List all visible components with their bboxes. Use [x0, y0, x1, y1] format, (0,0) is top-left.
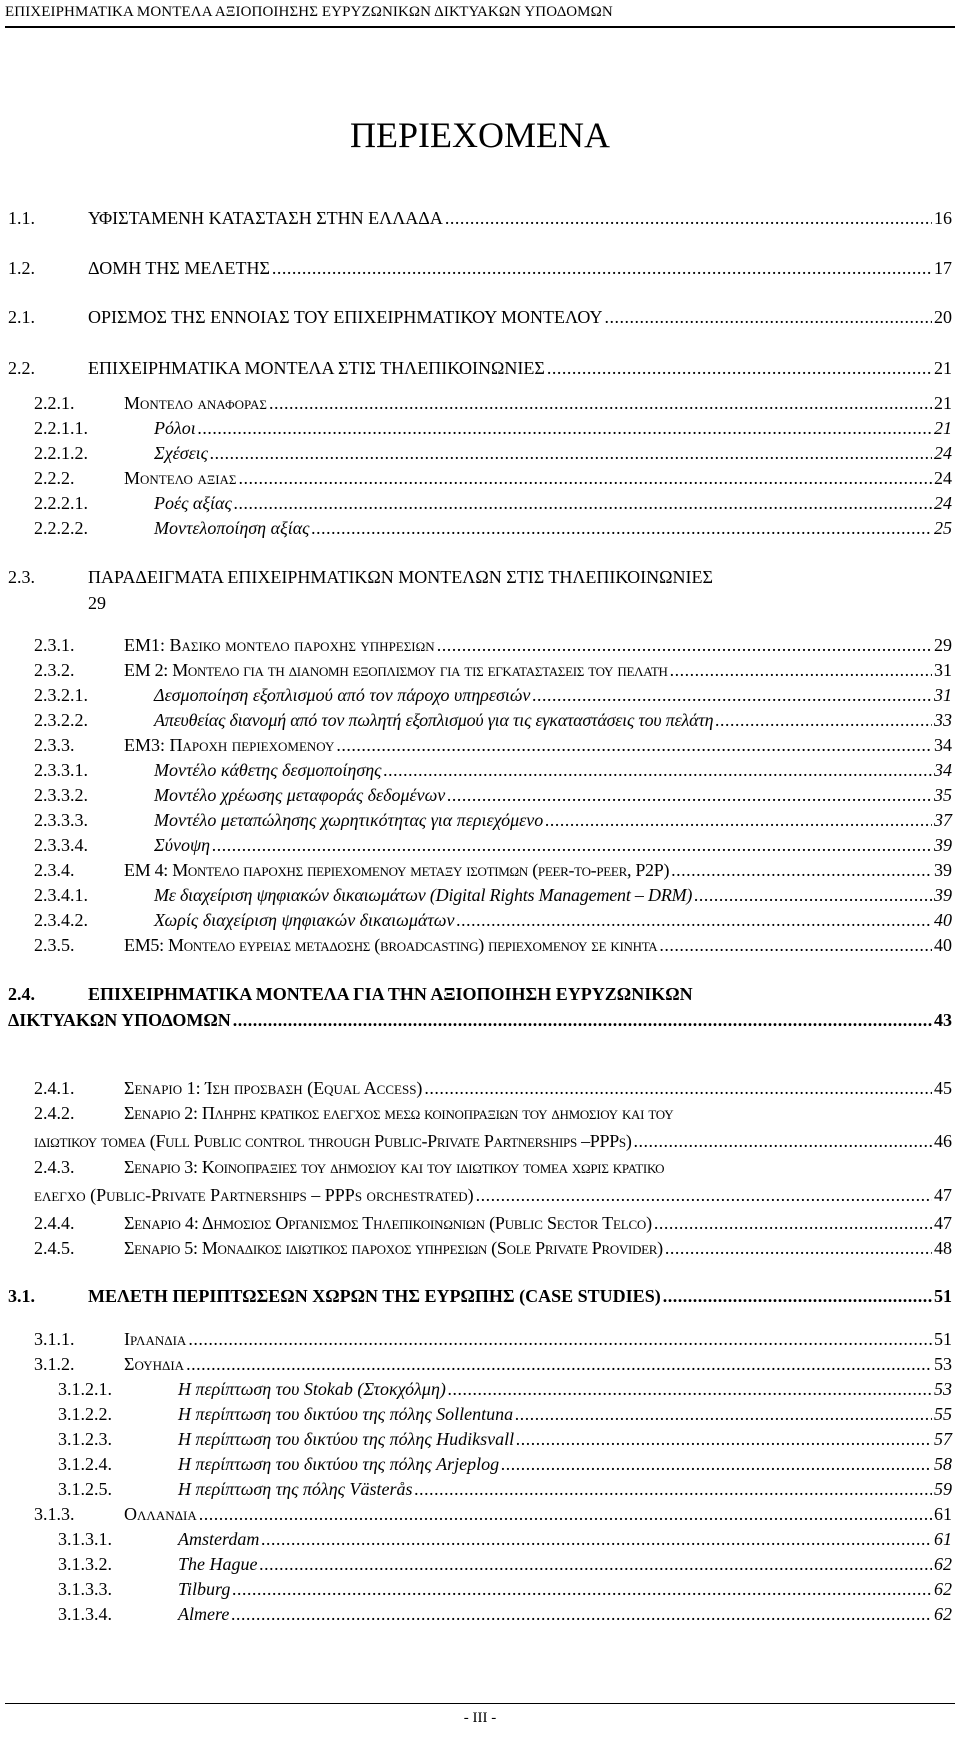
toc-entry[interactable]	[58, 1553, 952, 1575]
toc-entry[interactable]	[8, 357, 952, 379]
toc-page: 61	[934, 1529, 952, 1549]
toc-title: Μοντελοποίηση αξίας	[154, 518, 310, 538]
toc-number: 2.3.3.	[34, 735, 75, 755]
toc-entry[interactable]	[34, 709, 952, 731]
toc-title: Η περίπτωση του δικτύου της πόλης Hudiksvall	[178, 1429, 515, 1449]
dot-leader	[715, 709, 932, 731]
toc-number: 2.3.5.	[34, 935, 75, 955]
toc-entry[interactable]	[34, 442, 952, 464]
toc-title: Σεναριο 5: Μοναδικος ιδιωτικος παροχος υπηρεσιων (Sole Private Provider)	[124, 1238, 663, 1258]
toc-page: 53	[934, 1379, 952, 1399]
toc-page: 55	[934, 1404, 952, 1424]
toc-title: Amsterdam	[178, 1529, 260, 1549]
toc-entry[interactable]	[34, 759, 952, 781]
toc-title: Η περίπτωση του δικτύου της πόλης Sollentuna	[178, 1404, 514, 1424]
toc-number: 2.3.3.4.	[34, 835, 88, 855]
dot-leader	[671, 859, 932, 881]
toc-page: 53	[934, 1354, 952, 1374]
toc-number: 2.3.1.	[34, 635, 75, 655]
toc-title: Μοντέλο κάθετης δεσμοποίησης	[154, 760, 382, 780]
dot-leader	[547, 357, 932, 379]
toc-title: Σουηδια	[124, 1354, 185, 1374]
toc-title: ιδιωτικου τομεα (Full Public control through Public-Private Partnerships –PPPs)	[34, 1131, 632, 1151]
toc-entry[interactable]	[34, 517, 952, 539]
toc-entry[interactable]	[34, 417, 952, 439]
toc-page: 46	[934, 1131, 952, 1151]
toc-entry[interactable]	[8, 566, 952, 614]
toc-entry[interactable]	[8, 1285, 952, 1307]
toc-number: 3.1.2.3.	[58, 1429, 112, 1449]
dot-leader	[336, 734, 932, 756]
dot-leader	[654, 1212, 932, 1234]
dot-leader	[694, 884, 932, 906]
toc-title: Μοντέλο χρέωσης μεταφοράς δεδομένων	[154, 785, 446, 805]
dot-leader	[233, 1009, 932, 1031]
dot-leader	[424, 1077, 932, 1099]
toc-entry[interactable]	[34, 659, 952, 681]
toc-number: 2.3.	[8, 567, 35, 587]
toc-number: 2.2.1.1.	[34, 418, 88, 438]
toc-entry[interactable]	[34, 934, 952, 956]
toc-title: Ολλανδια	[124, 1504, 197, 1524]
footer-rule	[5, 1703, 955, 1704]
toc-number: 2.4.	[8, 984, 35, 1004]
toc-title: Ιρλανδια	[124, 1329, 187, 1349]
toc-page: 21	[934, 418, 952, 438]
toc-title: Ρόλοι	[154, 418, 196, 438]
toc-title: ΕΠΙΧΕΙΡΗΜΑΤΙΚΑ ΜΟΝΤΕΛΑ ΣΤΙΣ ΤΗΛΕΠΙΚΟΙΝΩΝΙΕΣ	[88, 358, 545, 378]
dot-leader	[269, 392, 932, 414]
toc-page: 31	[934, 660, 952, 680]
toc-title: ΕΜ 2: Μοντελο για τη διανομη εξοπλισμου για τις εγκαταστασεις του πελατη	[124, 660, 668, 680]
toc-entry[interactable]	[34, 859, 952, 881]
toc-number: 2.4.3.	[34, 1157, 75, 1177]
toc-number: 3.1.3.	[34, 1504, 75, 1524]
dot-leader	[260, 1553, 933, 1575]
toc-number: 2.2.2.2.	[34, 518, 88, 538]
dot-leader	[532, 684, 932, 706]
toc-number: 2.2.	[8, 358, 35, 378]
toc-title: ΜΕΛΕΤΗ ΠΕΡΙΠΤΩΣΕΩΝ ΧΩΡΩΝ ΤΗΣ ΕΥΡΩΠΗΣ (CASE STUDIES)	[88, 1286, 661, 1306]
toc-title: Σχέσεις	[154, 443, 208, 463]
toc-title: Δεσμοποίηση εξοπλισμού από τον πάροχο υπηρεσιών	[154, 685, 531, 705]
toc-title: Η περίπτωση του Stokab (Στοκχόλμη)	[178, 1379, 446, 1399]
toc-number: 2.3.3.3.	[34, 810, 88, 830]
toc-title: ΕΜ 4: Μοντελο παροχης περιεχομενου μεταξυ ισοτιμων (peer-to-peer, P2P)	[124, 860, 670, 880]
toc-page: 40	[934, 910, 952, 930]
toc-entry[interactable]	[34, 467, 952, 489]
toc-page: 59	[934, 1479, 952, 1499]
dot-leader	[199, 1503, 932, 1525]
toc-entry[interactable]	[34, 492, 952, 514]
toc-page: 16	[934, 208, 952, 228]
toc-number: 3.1.1.	[34, 1329, 75, 1349]
dot-leader	[516, 1428, 932, 1450]
toc-entry[interactable]	[58, 1428, 952, 1450]
dot-leader	[604, 306, 932, 328]
toc-number: 2.2.1.2.	[34, 443, 88, 463]
toc-page: 24	[934, 468, 952, 488]
dot-leader	[634, 1130, 932, 1152]
toc-number: 2.2.1.	[34, 393, 75, 413]
toc-entry[interactable]	[34, 1156, 952, 1206]
toc-page: 34	[934, 760, 952, 780]
toc-entry[interactable]	[8, 257, 952, 279]
toc-title: Απευθείας διανομή από τον πωλητή εξοπλισμού για τις εγκαταστάσεις του πελάτη	[154, 710, 714, 730]
toc-entry[interactable]	[58, 1378, 952, 1400]
dot-leader	[238, 467, 932, 489]
toc-entry[interactable]	[8, 983, 952, 1031]
toc-page: 47	[934, 1185, 952, 1205]
toc-title: Η περίπτωση της πόλης Västerås	[178, 1479, 413, 1499]
toc-title: Σεναριο 1: Ίση προσβαση (Equal Access)	[124, 1078, 423, 1098]
toc-page: 62	[934, 1604, 952, 1624]
dot-leader	[186, 1353, 932, 1375]
toc-number: 2.3.4.1.	[34, 885, 88, 905]
toc-entry[interactable]	[34, 1212, 952, 1234]
toc-number: 3.1.3.4.	[58, 1604, 112, 1624]
toc-number: 2.4.2.	[34, 1103, 75, 1123]
toc-page: 21	[934, 393, 952, 413]
dot-leader	[311, 517, 932, 539]
toc-number: 2.3.2.	[34, 660, 75, 680]
toc-title: Σεναριο 2: Πληρης κρατικος ελεγχος μεσω κοινοπραξιων του δημοσιου και του	[124, 1103, 674, 1123]
toc-number: 2.3.2.1.	[34, 685, 88, 705]
toc-page: 48	[934, 1238, 952, 1258]
toc-number: 3.1.3.1.	[58, 1529, 112, 1549]
toc-page: 62	[934, 1554, 952, 1574]
toc-page: 29	[934, 635, 952, 655]
toc-page: 51	[934, 1329, 952, 1349]
dot-leader	[437, 634, 932, 656]
toc-number: 2.3.2.2.	[34, 710, 88, 730]
toc-number: 2.1.	[8, 307, 35, 327]
toc-page: 39	[934, 885, 952, 905]
toc-title: Σεναριο 4: Δημοσιος Οργανισμος Τηλεπικοινωνιων (Public Sector Telco)	[124, 1213, 652, 1233]
toc-page: 35	[934, 785, 952, 805]
toc-title: Tilburg	[178, 1579, 231, 1599]
toc-title: ΕΜ3: Παροχη περιεχομενου	[124, 735, 335, 755]
toc-title: ΕΜ1: Βασικο μοντελο παροχης υπηρεσιων	[124, 635, 435, 655]
toc-title: ΕΠΙΧΕΙΡΗΜΑΤΙΚΑ ΜΟΝΤΕΛΑ ΓΙΑ ΤΗΝ ΑΞΙΟΠΟΙΗΣΗ ΕΥΡΥΖΩΝΙΚΩΝ	[88, 984, 693, 1004]
toc-page: 33	[934, 710, 952, 730]
toc-entry[interactable]	[34, 1353, 952, 1375]
toc-page: 39	[934, 835, 952, 855]
toc-entry[interactable]	[34, 909, 952, 931]
toc-page: 57	[934, 1429, 952, 1449]
toc-number: 3.1.2.	[34, 1354, 75, 1374]
toc-entry[interactable]	[34, 1328, 952, 1350]
toc-entry[interactable]	[34, 734, 952, 756]
dot-leader	[234, 492, 932, 514]
toc-number: 3.1.2.4.	[58, 1454, 112, 1474]
dot-leader	[665, 1237, 932, 1259]
toc-entry[interactable]	[34, 1503, 952, 1525]
toc-title: Σύνοψη	[154, 835, 211, 855]
toc-page: 24	[934, 443, 952, 463]
toc-entry[interactable]	[58, 1528, 952, 1550]
dot-leader	[232, 1578, 932, 1600]
page-title: ΠΕΡΙΕΧΟΜΕΝΑ	[350, 115, 610, 156]
dot-leader	[414, 1478, 932, 1500]
toc-page: 45	[934, 1078, 952, 1098]
toc-title: ΔΙΚΤΥΑΚΩΝ ΥΠΟΔΟΜΩΝ	[8, 1010, 231, 1030]
dot-leader	[445, 207, 932, 229]
toc-number: 1.1.	[8, 208, 35, 228]
toc-entry[interactable]	[58, 1403, 952, 1425]
toc-page: 17	[934, 258, 952, 278]
toc-number: 3.1.	[8, 1286, 35, 1306]
dot-leader	[448, 1378, 932, 1400]
toc-number: 3.1.3.2.	[58, 1554, 112, 1574]
toc-entry[interactable]	[58, 1453, 952, 1475]
toc-page: 21	[934, 358, 952, 378]
toc-page: 25	[934, 518, 952, 538]
toc-entry[interactable]	[34, 684, 952, 706]
toc-entry[interactable]	[34, 784, 952, 806]
toc-page: 61	[934, 1504, 952, 1524]
toc-page: 43	[934, 1010, 952, 1030]
toc-number: 2.4.1.	[34, 1078, 75, 1098]
toc-title: Μοντέλο μεταπώλησης χωρητικότητας για περιεχόμενο	[154, 810, 544, 830]
dot-leader	[210, 442, 932, 464]
toc-page: 31	[934, 685, 952, 705]
dot-leader	[383, 759, 932, 781]
toc-page: 37	[934, 810, 952, 830]
toc-title: Μοντελο αξιας	[124, 468, 237, 488]
dot-leader	[261, 1528, 932, 1550]
toc-number: 2.3.3.2.	[34, 785, 88, 805]
toc-page: 34	[934, 735, 952, 755]
toc-number: 2.3.4.2.	[34, 910, 88, 930]
toc-title: ΟΡΙΣΜΟΣ ΤΗΣ ΕΝΝΟΙΑΣ ΤΟΥ ΕΠΙΧΕΙΡΗΜΑΤΙΚΟΥ ΜΟΝΤΕΛΟΥ	[88, 307, 603, 327]
toc-entry[interactable]	[34, 392, 952, 414]
toc-title: Η περίπτωση του δικτύου της πόλης Arjeplog	[178, 1454, 500, 1474]
dot-leader	[501, 1453, 932, 1475]
toc-entry[interactable]	[58, 1478, 952, 1500]
toc-entry[interactable]	[34, 1237, 952, 1259]
dot-leader	[663, 1285, 932, 1307]
toc-page: 29	[88, 593, 106, 613]
toc-number: 3.1.2.5.	[58, 1479, 112, 1499]
toc-entry[interactable]	[58, 1603, 952, 1625]
dot-leader	[447, 784, 932, 806]
toc-page: 20	[934, 307, 952, 327]
toc-title: Almere	[178, 1604, 230, 1624]
toc-page: 40	[934, 935, 952, 955]
toc-entry[interactable]	[34, 1102, 952, 1152]
running-header: ΕΠΙΧΕΙΡΗΜΑΤΙΚΑ ΜΟΝΤΕΛΑ ΑΞΙΟΠΟΙΗΣΗΣ ΕΥΡΥΖΩΝΙΚΩΝ ΔΙΚΤΥΑΚΩΝ ΥΠΟΔΟΜΩΝ	[5, 4, 955, 28]
dot-leader	[545, 809, 932, 831]
toc-number: 2.3.4.	[34, 860, 75, 880]
toc-title: ΠΑΡΑΔΕΙΓΜΑΤΑ ΕΠΙΧΕΙΡΗΜΑΤΙΚΩΝ ΜΟΝΤΕΛΩΝ ΣΤΙΣ ΤΗΛΕΠΙΚΟΙΝΩΝΙΕΣ	[88, 567, 713, 587]
toc-page: 58	[934, 1454, 952, 1474]
dot-leader	[476, 1184, 932, 1206]
toc-title: ΕΜ5: Μοντελο ευρειας μεταδοσης (broadcasting) περιεχομενου σε κινητα	[124, 935, 658, 955]
dot-leader	[456, 909, 932, 931]
dot-leader	[515, 1403, 932, 1425]
toc-entry[interactable]	[8, 207, 952, 229]
toc-number: 2.4.4.	[34, 1213, 75, 1233]
toc-number: 2.4.5.	[34, 1238, 75, 1258]
toc-title: ΔΟΜΗ ΤΗΣ ΜΕΛΕΤΗΣ	[88, 258, 270, 278]
toc-title: Σεναριο 3: Κοινοπραξιες του δημοσιου και του ιδιωτικου τομεα χωρις κρατικο	[124, 1157, 665, 1177]
dot-leader	[659, 934, 932, 956]
dot-leader	[212, 834, 932, 856]
toc-number: 2.2.2.1.	[34, 493, 88, 513]
toc-number: 2.3.3.1.	[34, 760, 88, 780]
toc-entry[interactable]	[34, 634, 952, 656]
toc-title: ελεγχο (Public-Private Partnerships – PPPs orchestrated)	[34, 1185, 474, 1205]
toc-entry[interactable]	[34, 884, 952, 906]
toc-page: 62	[934, 1579, 952, 1599]
toc-title: Χωρίς διαχείριση ψηφιακών δικαιωμάτων	[154, 910, 455, 930]
toc-page: 51	[934, 1286, 952, 1306]
page-number: - III -	[463, 1710, 497, 1726]
toc-entry[interactable]	[34, 809, 952, 831]
dot-leader	[670, 659, 932, 681]
toc-entry[interactable]	[34, 1077, 952, 1099]
dot-leader	[198, 417, 932, 439]
toc-number: 2.2.2.	[34, 468, 75, 488]
toc-title: Ροές αξίας	[154, 493, 232, 513]
dot-leader	[231, 1603, 932, 1625]
dot-leader	[272, 257, 932, 279]
toc-entry[interactable]	[34, 834, 952, 856]
toc-entry[interactable]	[8, 306, 952, 328]
toc-entry[interactable]	[58, 1578, 952, 1600]
dot-leader	[188, 1328, 932, 1350]
toc-title: Μοντελο αναφορας	[124, 393, 267, 413]
toc-title: ΥΦΙΣΤΑΜΕΝΗ ΚΑΤΑΣΤΑΣΗ ΣΤΗΝ ΕΛΛΑΔΑ	[88, 208, 443, 228]
toc-page: 47	[934, 1213, 952, 1233]
toc-title: Με διαχείριση ψηφιακών δικαιωμάτων (Digital Rights Management – DRM)	[154, 885, 693, 905]
toc-number: 1.2.	[8, 258, 35, 278]
toc-number: 3.1.3.3.	[58, 1579, 112, 1599]
toc-number: 3.1.2.2.	[58, 1404, 112, 1424]
toc-number: 3.1.2.1.	[58, 1379, 112, 1399]
toc-title: The Hague	[178, 1554, 258, 1574]
toc-page: 24	[934, 493, 952, 513]
toc-page: 39	[934, 860, 952, 880]
